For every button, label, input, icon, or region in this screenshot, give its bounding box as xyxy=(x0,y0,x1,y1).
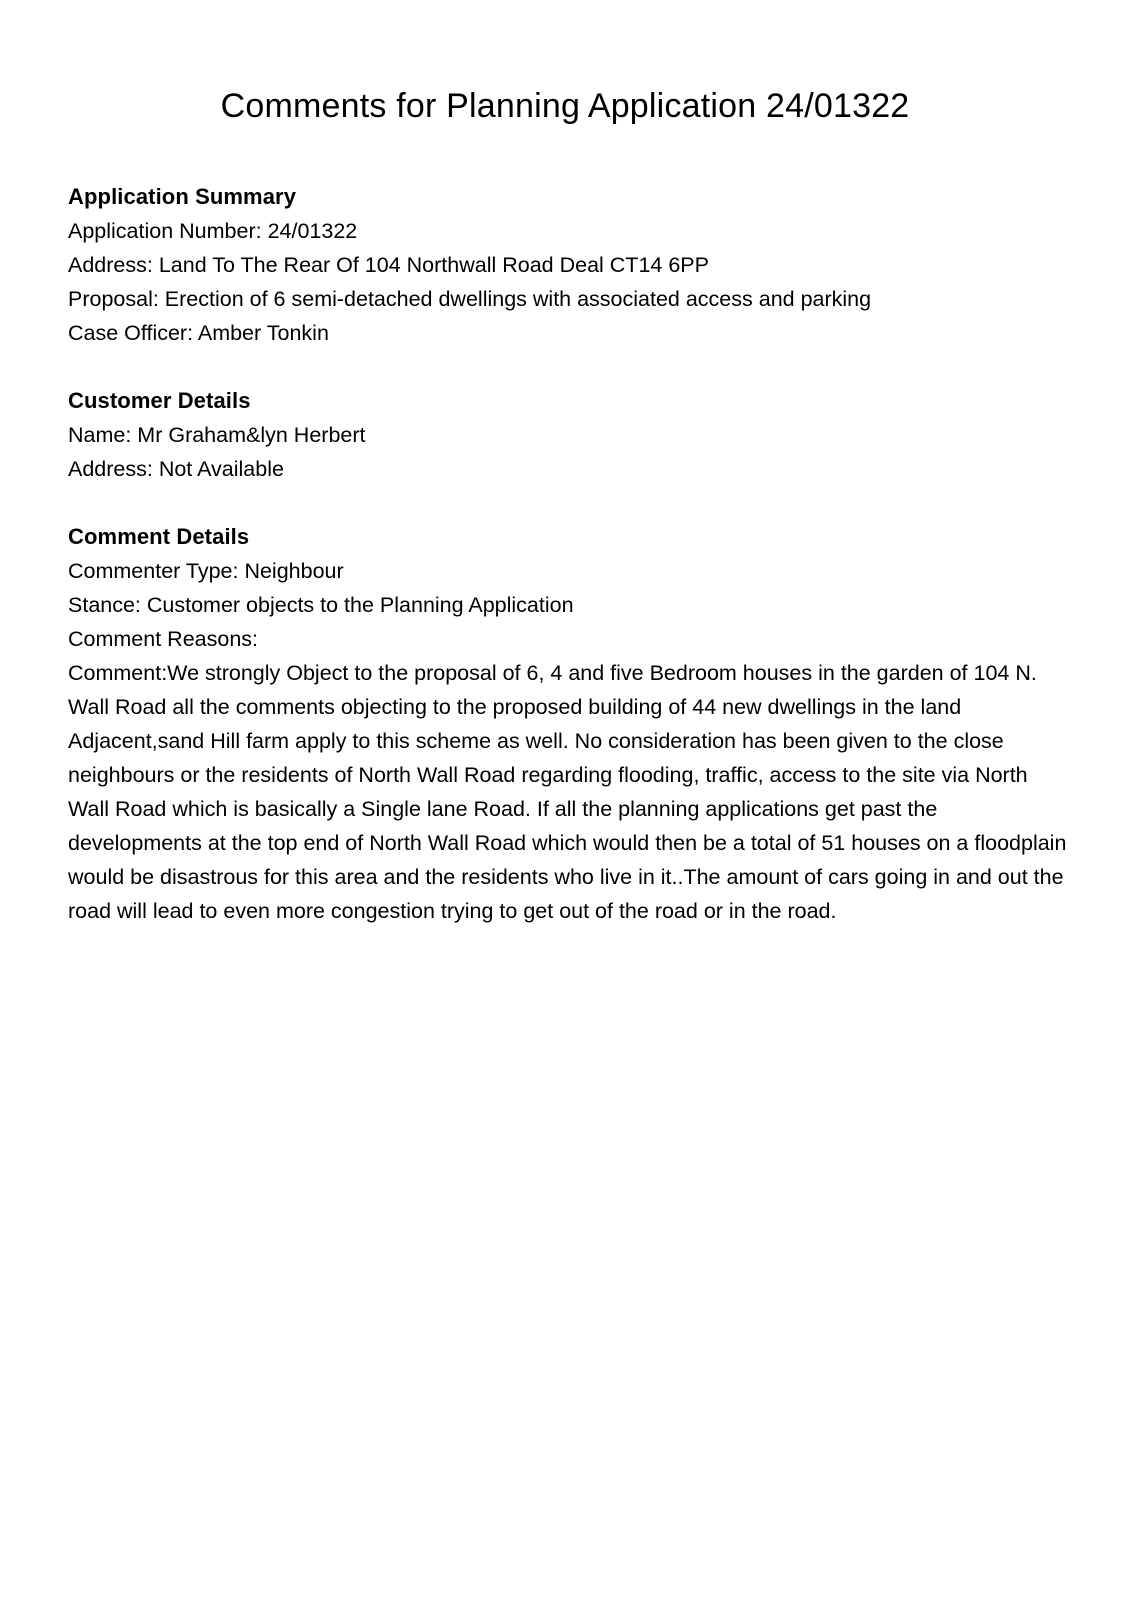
comment-reasons: Comment Reasons: xyxy=(68,627,258,651)
application-address: Address: Land To The Rear Of 104 Northwall Road Deal CT14 6PP xyxy=(68,253,709,277)
customer-details-heading: Customer Details xyxy=(68,388,251,413)
comment-details-section xyxy=(68,520,1068,928)
document-content xyxy=(68,180,1068,962)
comment-stance: Stance: Customer objects to the Planning Application xyxy=(68,593,574,617)
application-number: Application Number: 24/01322 xyxy=(68,219,358,243)
application-summary-heading: Application Summary xyxy=(68,184,297,209)
comment-text: Comment:We strongly Object to the proposal of 6, 4 and five Bedroom houses in the garden of 104 N. Wall Road all the comments objecting to the proposed building of 44 new dwellings in the land Adjacent,sand Hill farm apply to this scheme as well. No consideration has been given to the close neighbours or the residents of North Wall Road regarding flooding, traffic, access to the site via North Wall Road which is basically a Single lane Road. If all the planning applications get past the developments at the top end of North Wall Road which would then be a total of 51 houses on a floodplain would be disastrous for this area and the residents who live in it..The amount of cars going in and out the road will lead to even more congestion trying to get out of the road or in the road. xyxy=(68,661,1067,923)
application-summary-section xyxy=(68,180,1068,350)
comment-details-heading: Comment Details xyxy=(68,524,250,549)
commenter-type: Commenter Type: Neighbour xyxy=(68,559,344,583)
customer-name: Name: Mr Graham&lyn Herbert xyxy=(68,423,366,447)
page-title: Comments for Planning Application 24/01322 xyxy=(220,87,910,125)
case-officer: Case Officer: Amber Tonkin xyxy=(68,321,329,345)
customer-details-section xyxy=(68,384,1068,486)
customer-address: Address: Not Available xyxy=(68,457,284,481)
application-proposal: Proposal: Erection of 6 semi-detached dwellings with associated access and parking xyxy=(68,287,872,311)
